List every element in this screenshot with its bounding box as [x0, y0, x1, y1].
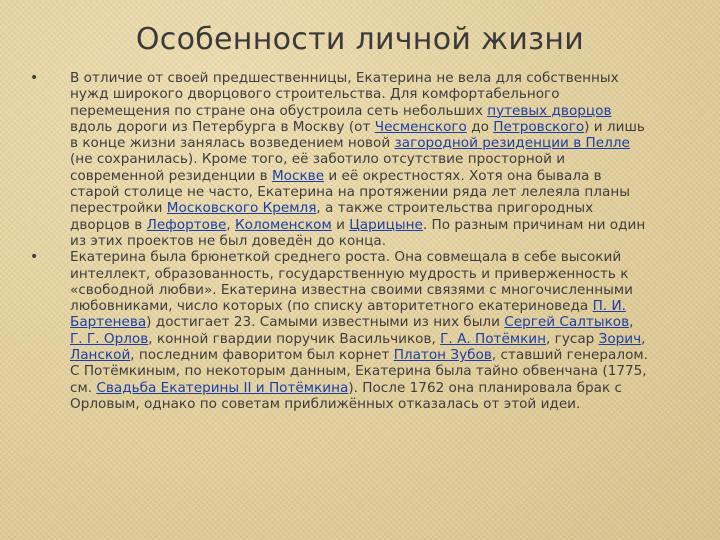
hyperlink[interactable]: Зорич	[598, 330, 642, 347]
hyperlink[interactable]: Коломенском	[235, 216, 332, 233]
text-run: ,	[641, 330, 646, 347]
hyperlink[interactable]: Г. А. Потёмкин	[440, 330, 547, 347]
hyperlink[interactable]: Лефортове	[146, 216, 227, 233]
hyperlink[interactable]: Ланской	[70, 347, 131, 364]
text-run: , ставший генералом. С Потёмкиным, по некоторым данным, Екатерина была тайно обвенчана (1775, см.	[70, 347, 648, 396]
hyperlink[interactable]: Свадьба Екатерины II и Потёмкина	[96, 379, 349, 396]
slide-title: Особенности личной жизни	[135, 22, 585, 57]
text-run: до	[466, 118, 494, 135]
text-run: . По разным причинам ни один из этих проектов не был доведён до конца.	[70, 216, 646, 249]
hyperlink[interactable]: Петровского	[493, 118, 585, 135]
text-run: ,	[629, 314, 634, 331]
text-run: В отличие от своей предшественницы, Екатерина не вела для собственных нужд широкого дворцового строительства. Для комфортабельного перемещения по стране она обустроила сеть небольших	[70, 70, 619, 119]
text-run: , а также строительства пригородных дворцов в	[70, 200, 594, 233]
text-run: , последним фаворитом был корнет	[130, 347, 394, 364]
hyperlink[interactable]: путевых дворцов	[487, 102, 612, 119]
text-run: ,	[226, 216, 236, 233]
hyperlink[interactable]: загородной резиденции в Пелле	[394, 135, 630, 152]
hyperlink[interactable]: Чесменского	[374, 118, 467, 135]
text-run: ) и лишь в конце жизни занялась возведением новой	[70, 118, 645, 152]
bullet-item-2	[30, 249, 690, 412]
text-run: и	[331, 216, 350, 233]
text-run: вдоль дороги из Петербурга в Москву (от	[70, 118, 375, 135]
hyperlink[interactable]: Платон Зубов	[393, 347, 492, 364]
bullet-text-2	[70, 249, 650, 412]
text-run: ). После 1762 она планировала брак с Орловым, однако по советам приближённых отказалась от этой идеи.	[70, 379, 623, 412]
hyperlink[interactable]: Сергей Салтыков	[504, 314, 630, 331]
text-run: и её окрестностях. Хотя она бывала в старой столице не часто, Екатерина на протяжении ряда лет лелеяла планы перестройки	[70, 167, 630, 217]
hyperlink[interactable]: Москве	[271, 167, 325, 184]
hyperlink[interactable]: П. И. Бартенева	[70, 298, 626, 331]
bullet-item-1	[30, 70, 690, 249]
hyperlink[interactable]: Московского Кремля	[166, 200, 317, 217]
bullet-list	[30, 70, 690, 412]
text-run: ) достигает 23. Самыми известными из них были	[146, 314, 505, 331]
bullet-text-1	[70, 70, 650, 249]
text-run: (не сохранилась). Кроме того, её заботило отсутствие просторной и современной резиденции в	[70, 151, 566, 184]
bullet-marker: •	[30, 249, 39, 266]
hyperlink[interactable]: Г. Г. Орлов	[70, 330, 149, 347]
hyperlink[interactable]: Царицыне	[349, 216, 423, 233]
bullet-marker: •	[30, 70, 39, 86]
text-run: Екатерина была брюнеткой среднего роста. Она совмещала в себе высокий интеллект, образованность, государственную мудрость и приверженность к «свободной любви». Екатерина известна своими связями с многочисленными любовниками, число которых (по списку авторитетного екатериноведа	[70, 249, 633, 315]
text-run: , гусар	[546, 330, 599, 347]
text-run: , конной гвардии поручик Васильчиков,	[148, 330, 441, 347]
